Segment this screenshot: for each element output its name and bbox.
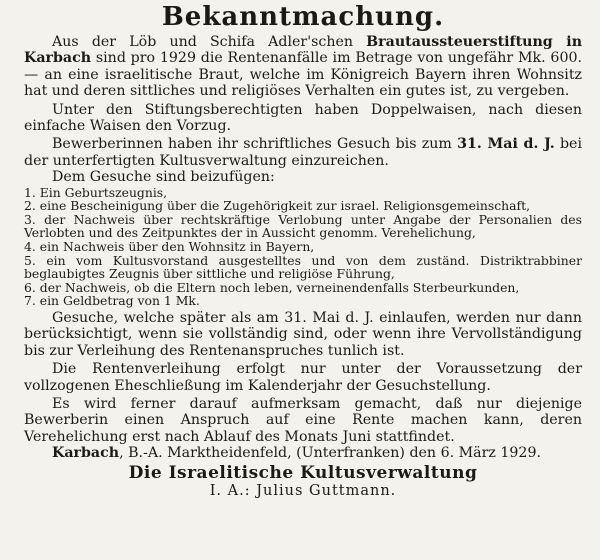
- list-item: 7. ein Geldbetrag von 1 Mk.: [24, 293, 200, 309]
- list-item: 2. eine Bescheinigung über die Zugehörigkeit zur israel. Religionsgemeinschaft,: [24, 198, 531, 214]
- paragraph-deadline: [24, 136, 582, 169]
- deadline-date: 31. Mai d. J.: [457, 136, 555, 153]
- paragraph-late-applications: Gesuche, welche später als am 31. Mai d. J. einlaufen, werden nur dann berücksichtigt, wenn sie vollständig sind, oder wenn ihre Vervollständigung bis zur Verleihung des Rentenanspruches tunlich ist.: [24, 310, 582, 359]
- page-title: Bekanntmachung.: [161, 2, 445, 32]
- text-run: , B.-A. Marktheidenfeld, (Unterfranken) den 6. März 1929.: [119, 445, 541, 462]
- text-run: Bewerberinnen haben ihr schriftliches Gesuch bis zum: [52, 136, 458, 153]
- list-item: 1. Ein Geburtszeugnis,: [24, 184, 168, 200]
- list-item: 3. der Nachweis über rechtskräftige Verlobung unter Angabe der Personalien des Verlobten und des Zeitpunktes der in Aussicht genomm. Verehelichung,: [24, 211, 582, 241]
- text-run: an eine israelitische Braut, welche im Königreich Bayern ihren Wohnsitz hat und deren sittliches und religiöses Verhalten ein gutes ist, zu vergeben.: [24, 66, 582, 100]
- text-run: sind pro 1929 die Rentenanfälle im Betrage von ungefähr: [91, 50, 518, 67]
- list-item: 5. ein vom Kultusvorstand ausgestelltes und von dem zuständ. Distriktrabbiner beglaubigtes Zeugnis über sittliche und religiöse Führung,: [24, 252, 582, 282]
- list-item: 4. ein Nachweis über den Wohnsitz in Bayern,: [24, 239, 315, 255]
- announcement: [0, 2, 600, 560]
- place-name: Karbach: [52, 445, 120, 462]
- place-date-line: [24, 445, 582, 462]
- paragraph-priority: Unter den Stiftungsberechtigten haben Doppelwaisen, nach diesen einfache Waisen den Vorzug.: [24, 101, 582, 135]
- text-run: Aus der Löb und Schifa Adler'schen: [52, 34, 367, 50]
- paragraph-foundation: [24, 34, 582, 100]
- signature-name: I. A.: Julius Guttmann.: [209, 483, 397, 500]
- text-run: bei der unterfertigten Kultusverwaltung einzureichen.: [24, 136, 582, 169]
- paragraph-condition: Die Rentenverleihung erfolgt nur unter der Voraussetzung der vollzogenen Eheschließung im Kalenderjahr der Gesuchstellung.: [24, 361, 582, 394]
- paragraph-notice: Es wird ferner darauf aufmerksam gemacht, daß nur diejenige Bewerberin einen Anspruch auf eine Rente machen kann, deren Verehelichung erst nach Ablauf des Monats Juni stattfindet.: [24, 396, 582, 445]
- signature-organization: Die Israelitische Kultusverwaltung: [128, 463, 478, 484]
- attachments-list: [24, 186, 582, 308]
- amount: Mk. 600.—: [24, 50, 583, 83]
- paragraph-attachments-intro: Dem Gesuche sind beizufügen:: [52, 169, 275, 186]
- list-item: 6. der Nachweis, ob die Eltern noch leben, verneinendenfalls Sterbeurkunden,: [24, 279, 520, 295]
- foundation-name: Brautaussteuerstiftung in Karbach: [24, 34, 583, 67]
